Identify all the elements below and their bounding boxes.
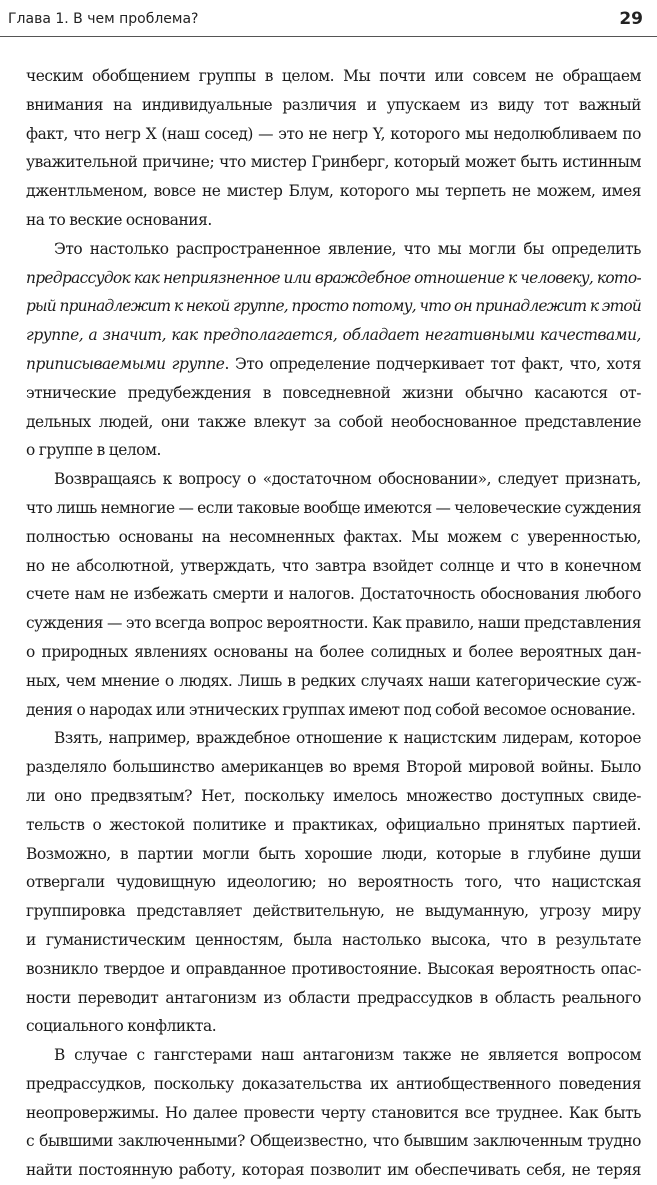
text-line: джентльменом, вовсе не мистер Блум, которого мы терпеть не можем, имея [26, 182, 641, 201]
text-line: найти постоянную работу, которая позволит им обеспечивать себя, не теряя [26, 1161, 641, 1180]
text-line: о природных явлениях основаны на более солидных и более вероятных дан- [26, 642, 641, 661]
running-head: Глава 1. В чем проблема? [8, 11, 199, 27]
text-line: суждения — это всегда вопрос вероятности. Как правило, наши представления [26, 614, 641, 633]
text-line: о группе в целом. [26, 441, 161, 460]
text-line: предрассудков, поскольку доказательства их антиобщественного поведения [26, 1074, 641, 1093]
page-number: 29 [619, 9, 643, 29]
text-line [26, 264, 641, 293]
text-line: социального конфликта. [26, 1017, 217, 1036]
text-line: В случае с гангстерами наш антагонизм также не является вопросом [54, 1046, 641, 1065]
text-line: неопровержимы. Но далее провести черту становится все труднее. Как быть [26, 1103, 641, 1122]
text-line: Возвращаясь к вопросу о «достаточном обосновании», следует признать, [54, 470, 641, 489]
text-line: факт, что негр X (наш сосед) — это не негр Y, которого мы недолюбливаем по [26, 124, 641, 143]
definition-italic: рый принадлежит к некой группе, просто потому, что он принадлежит к этой [26, 297, 641, 316]
text-line: Возможно, в партии могли быть хорошие люди, которые в глубине души [26, 844, 641, 863]
text-line [26, 321, 641, 350]
text-line: внимания на индивидуальные различия и упускаем из виду тот важный [26, 95, 641, 114]
text-line: уважительной причине; что мистер Гринберг, который может быть истинным [26, 153, 641, 172]
definition-italic: приписываемыми группе [26, 354, 225, 373]
definition-italic: предрассудок как неприязненное или враждебное отношение к человеку, кото- [26, 268, 641, 287]
text-line: Это настолько распространенное явление, что мы могли бы определить [54, 239, 641, 258]
text-line: группировка представляет действительную, не выдуманную, угрозу миру [26, 902, 641, 921]
text-line [26, 292, 641, 321]
text-line: счете нам не избежать смерти и налогов. Достаточность обоснования любого [26, 585, 641, 604]
text-line: возникло твердое и оправданное противостояние. Высокая вероятность опас- [26, 959, 641, 978]
text-line: ческим обобщением группы в целом. Мы почти или совсем не обращаем [26, 67, 641, 85]
text-line: отвергали чудовищную идеологию; но вероятность того, что нацистская [26, 873, 641, 892]
text-line: с бывшими заключенными? Общеизвестно, что бывшим заключенным трудно [26, 1132, 641, 1151]
text-line: ности переводит антагонизм из области предрассудков в область реального [26, 988, 641, 1007]
text-line: но не абсолютной, утверждать, что завтра взойдет солнце и что в конечном [26, 556, 641, 575]
text-line: ли оно предвзятым? Нет, поскольку имелось множество доступных свиде- [26, 786, 641, 805]
text-line: дельных людей, они также влекут за собой необоснованное представление [26, 412, 641, 431]
text-line: тельств о жестокой политике и практиках, официально принятых партией. [26, 815, 641, 834]
text-line: дения о народах или этнических группах имеют под собой весомое основание. [26, 700, 636, 719]
text-line: на то веские основания. [26, 210, 212, 229]
text-line: Взять, например, враждебное отношение к нацистским лидерам, которое [54, 729, 641, 748]
page-header [8, 6, 643, 32]
definition-italic: группе, а значит, как предполагается, обладает негативными качествами, [26, 326, 641, 345]
header-rule [0, 36, 657, 37]
text-line: что лишь немногие — если таковые вообще имеются — человеческие суждения [26, 498, 641, 517]
text-line: разделяло большинство американцев во время Второй мировой войны. Было [26, 758, 641, 777]
text-line: и гуманистическим ценностям, была настолько высока, что в результате [26, 930, 641, 949]
text-line: полностью основаны на несомненных фактах. Мы можем с уверенностью, [26, 527, 641, 546]
body-text [26, 62, 641, 1185]
text-line: ных, чем мнение о людях. Лишь в редких случаях наши категорические суж- [26, 671, 641, 690]
text-line: приписываемыми группе. Это определение подчеркивает тот факт, что, хотя [26, 354, 641, 373]
text-line: этнические предубеждения в повседневной жизни обычно касаются от- [26, 383, 641, 402]
